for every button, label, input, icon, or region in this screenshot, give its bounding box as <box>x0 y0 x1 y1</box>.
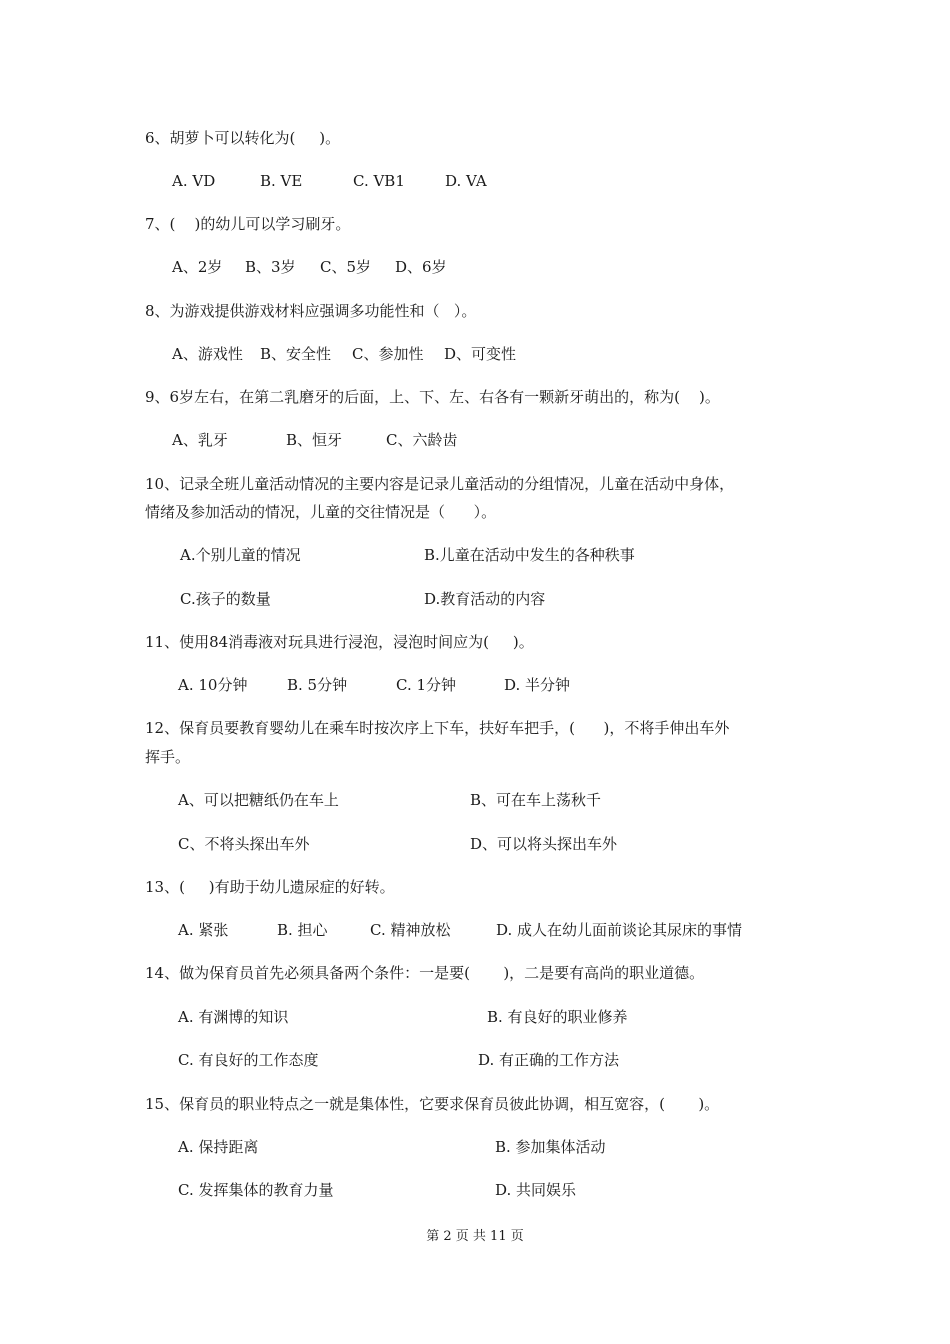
question-14-option-b: B. 有良好的职业修养 <box>487 1008 628 1026</box>
question-12-option-c: C、不将头探出车外 <box>178 835 310 853</box>
question-12-stem-line-2: 挥手。 <box>145 748 191 766</box>
question-15-option-b: B. 参加集体活动 <box>495 1138 606 1156</box>
question-9-stem: 9、6岁左右，在第二乳磨牙的后面，上、下、左、右各有一颗新牙萌出的，称为( )。 <box>145 388 720 406</box>
question-10-stem-line-2: 情绪及参加活动的情况，儿童的交往情况是（ ）。 <box>145 503 497 521</box>
question-7-option-c: C、5岁 <box>320 258 372 276</box>
question-8-stem: 8、为游戏提供游戏材料应强调多功能性和（ ）。 <box>145 302 477 320</box>
question-13-option-b: B. 担心 <box>277 921 328 939</box>
question-15-option-a: A. 保持距离 <box>178 1138 259 1156</box>
question-8-option-d: D、可变性 <box>444 345 517 363</box>
question-12-option-a: A、可以把糖纸仍在车上 <box>178 791 339 809</box>
page-footer: 第 2 页 共 11 页 <box>426 1229 524 1244</box>
question-6-option-c: C. VB1 <box>353 172 405 190</box>
question-12-option-b: B、可在车上荡秋千 <box>470 791 602 809</box>
question-14-option-a: A. 有渊博的知识 <box>178 1008 289 1026</box>
question-15-option-d: D. 共同娱乐 <box>495 1181 577 1199</box>
question-6-option-a: A. VD <box>172 172 216 190</box>
question-11-option-d: D. 半分钟 <box>504 676 571 694</box>
question-7-option-d: D、6岁 <box>395 258 447 276</box>
question-7-option-b: B、3岁 <box>245 258 296 276</box>
question-9-option-b: B、恒牙 <box>286 431 343 449</box>
question-13-option-c: C. 精神放松 <box>370 921 451 939</box>
question-10-option-d: D.教育活动的内容 <box>424 590 546 608</box>
question-13-stem: 13、( )有助于幼儿遗尿症的好转。 <box>145 878 395 896</box>
question-15-stem: 15、保育员的职业特点之一就是集体性，它要求保育员彼此协调，相互宽容，( )。 <box>145 1095 720 1113</box>
question-8-option-a: A、游戏性 <box>172 345 243 363</box>
question-8-option-b: B、安全性 <box>260 345 332 363</box>
question-13-option-a: A. 紧张 <box>178 921 229 939</box>
question-7-option-a: A、2岁 <box>172 258 223 276</box>
question-11-option-c: C. 1分钟 <box>396 676 457 694</box>
question-12-option-d: D、可以将头探出车外 <box>470 835 618 853</box>
question-11-option-a: A. 10分钟 <box>178 676 248 694</box>
question-12-stem-line-1: 12、保育员要教育婴幼儿在乘车时按次序上下车，扶好车把手，( )，不将手伸出车外 <box>145 719 730 737</box>
question-14-option-d: D. 有正确的工作方法 <box>478 1051 620 1069</box>
question-13-option-d: D. 成人在幼儿面前谈论其尿床的事情 <box>496 921 743 939</box>
question-9-option-a: A、乳牙 <box>172 431 228 449</box>
question-10-option-b: B.儿童在活动中发生的各种秩事 <box>424 546 635 564</box>
question-11-option-b: B. 5分钟 <box>287 676 348 694</box>
question-10-option-a: A.个别儿童的情况 <box>180 546 301 564</box>
question-14-stem: 14、做为保育员首先必须具备两个条件：一是要( )，二是要有高尚的职业道德。 <box>145 964 705 982</box>
question-14-option-c: C. 有良好的工作态度 <box>178 1051 319 1069</box>
question-11-stem: 11、使用84消毒液对玩具进行浸泡，浸泡时间应为( )。 <box>145 633 534 651</box>
question-6-stem: 6、胡萝卜可以转化为( )。 <box>145 129 341 147</box>
question-8-option-c: C、参加性 <box>352 345 424 363</box>
question-15-option-c: C. 发挥集体的教育力量 <box>178 1181 334 1199</box>
question-6-option-d: D. VA <box>445 172 487 190</box>
question-10-stem-line-1: 10、记录全班儿童活动情况的主要内容是记录儿童活动的分组情况，儿童在活动中身体， <box>145 475 735 493</box>
question-9-option-c: C、六龄齿 <box>386 431 458 449</box>
question-10-option-c: C.孩子的数量 <box>180 590 271 608</box>
question-7-stem: 7、( )的幼儿可以学习刷牙。 <box>145 215 351 233</box>
question-6-option-b: B. VE <box>260 172 303 190</box>
